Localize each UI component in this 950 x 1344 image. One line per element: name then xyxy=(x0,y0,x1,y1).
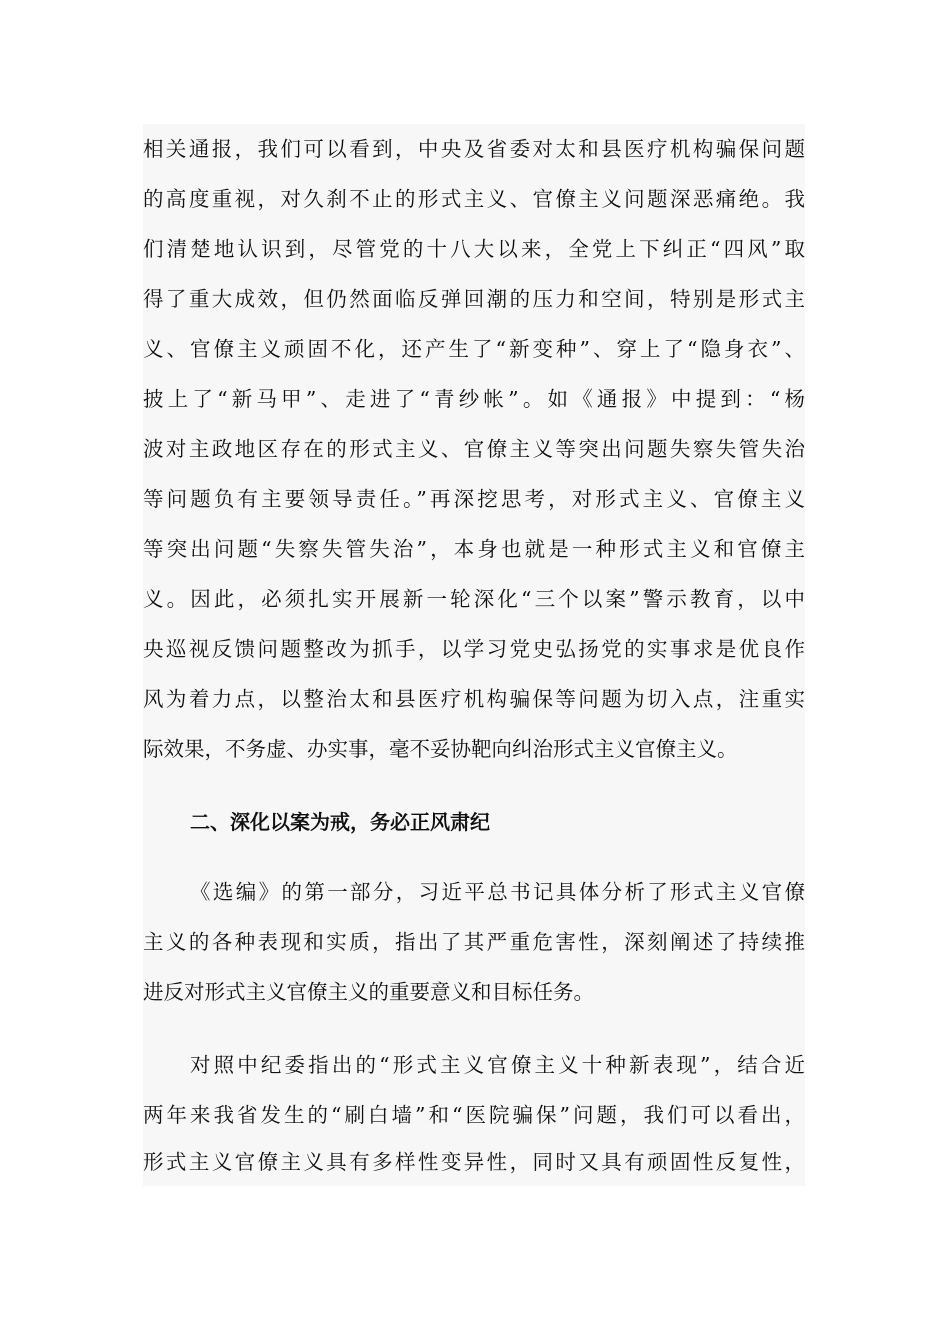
paragraph-line: 进反对形式主义官僚主义的重要意义和目标任务。 xyxy=(143,980,594,1004)
paragraph-line: 际效果，不务虚、办实事，毫不妥协靶向纠治形式主义官僚主义。 xyxy=(143,737,738,761)
paragraph-line: 等问题负有主要领导责任。”再深挖思考，对形式主义、官僚主义 xyxy=(143,487,805,511)
paragraph-line: 等突出问题“失察失管失治”，本身也就是一种形式主义和官僚主 xyxy=(143,537,805,561)
paragraph-line: 们清楚地认识到，尽管党的十八大以来，全党上下纠正“四风”取 xyxy=(143,237,805,261)
paragraph-line: 得了重大成效，但仍然面临反弹回潮的压力和空间，特别是形式主 xyxy=(143,287,805,311)
paragraph-line: 相关通报，我们可以看到，中央及省委对太和县医疗机构骗保问题 xyxy=(143,137,805,161)
paragraph-line: 义。因此，必须扎实开展新一轮深化“三个以案”警示教育，以中 xyxy=(143,587,805,611)
paragraph-line: 波对主政地区存在的形式主义、官僚主义等突出问题失察失管失治 xyxy=(143,437,805,461)
paragraph-line: 央巡视反馈问题整改为抓手，以学习党史弘扬党的实事求是优良作 xyxy=(143,637,805,661)
paragraph-line: 主义的各种表现和实质，指出了其严重危害性，深刻阐述了持续推 xyxy=(143,930,805,954)
document-text-block xyxy=(143,124,805,1186)
paragraph-line: 两年来我省发生的“刷白墙”和“医院骗保”问题，我们可以看出， xyxy=(143,1103,805,1127)
paragraph-line: 对照中纪委指出的“形式主义官僚主义十种新表现”，结合近 xyxy=(190,1053,805,1077)
paragraph-line: 披上了“新马甲”、走进了“青纱帐”。如《通报》中提到：“杨 xyxy=(143,387,805,411)
paragraph-line: 《选编》的第一部分，习近平总书记具体分析了形式主义官僚 xyxy=(190,880,805,904)
paragraph-line: 的高度重视，对久刹不止的形式主义、官僚主义问题深恶痛绝。我 xyxy=(143,187,805,211)
paragraph-line: 义、官僚主义顽固不化，还产生了“新变种”、穿上了“隐身衣”、 xyxy=(143,337,805,361)
paragraph-line: 形式主义官僚主义具有多样性变异性，同时又具有顽固性反复性， xyxy=(143,1150,805,1174)
paragraph-line: 风为着力点，以整治太和县医疗机构骗保等问题为切入点，注重实 xyxy=(143,687,805,711)
section-heading: 二、深化以案为戒，务必正风肃纪 xyxy=(190,810,490,834)
